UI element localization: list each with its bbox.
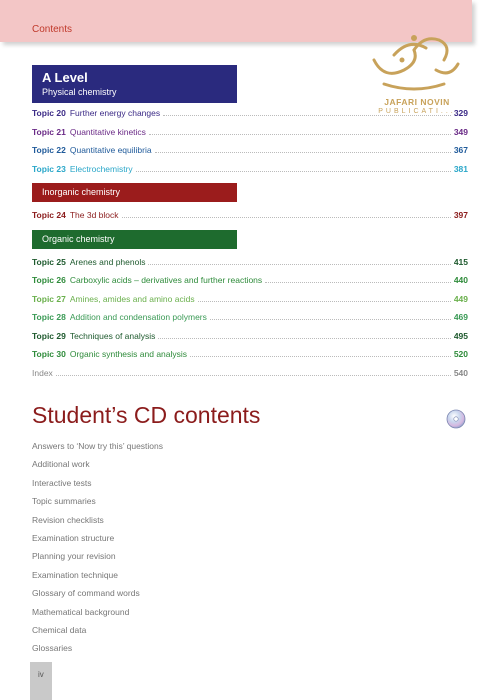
toc-leader-dots bbox=[122, 217, 451, 218]
toc-leader-dots bbox=[136, 171, 451, 172]
cd-list-item[interactable]: Examination structure bbox=[32, 533, 115, 543]
cd-list-item[interactable]: Additional work bbox=[32, 459, 90, 470]
toc-page-number: 449 bbox=[453, 294, 468, 304]
toc-page-number: 440 bbox=[453, 275, 468, 285]
section-label: A Level bbox=[42, 70, 88, 85]
cd-list-item[interactable]: Mathematical background bbox=[32, 606, 130, 617]
toc-entry[interactable] bbox=[32, 106, 468, 118]
page-title: Contents bbox=[32, 24, 73, 35]
toc-topic-number: Topic 21 bbox=[32, 127, 66, 137]
toc-topic-title: The 3d block bbox=[69, 210, 119, 220]
toc-topic-number: Topic 30 bbox=[32, 349, 66, 359]
toc-topic-title: Quantitative equilibria bbox=[69, 145, 152, 155]
toc-leader-dots bbox=[158, 338, 450, 339]
toc-entry[interactable] bbox=[32, 143, 468, 155]
toc-page-number: 520 bbox=[453, 349, 468, 359]
cd-list-item[interactable]: Chemical data bbox=[32, 625, 87, 635]
toc-page-number: 415 bbox=[453, 257, 468, 267]
cd-list-item[interactable]: Answers to ‘Now try this’ questions bbox=[32, 441, 164, 451]
toc-entry[interactable] bbox=[32, 292, 468, 304]
logo-subtitle: PUBLICATI... bbox=[378, 108, 456, 115]
toc-topic-number: Topic 29 bbox=[32, 331, 66, 341]
section-band-a-level bbox=[32, 65, 237, 103]
toc-topic-title: Quantitative kinetics bbox=[69, 127, 146, 137]
toc-page-number: 540 bbox=[453, 368, 468, 378]
toc-topic-title: Carboxylic acids – derivatives and further reactions bbox=[69, 275, 263, 285]
toc-page-number: 495 bbox=[453, 331, 468, 341]
cd-list-item[interactable]: Glossary of command words bbox=[32, 588, 140, 599]
toc-page-number: 349 bbox=[453, 127, 468, 137]
cd-list-item[interactable]: Glossaries bbox=[32, 643, 73, 654]
cd-list-item[interactable]: Interactive tests bbox=[32, 477, 92, 488]
toc-topic-title: Index bbox=[32, 368, 53, 378]
page-tab bbox=[30, 662, 52, 700]
toc-entry[interactable] bbox=[32, 162, 468, 174]
toc-entry[interactable] bbox=[32, 329, 468, 341]
toc-topic-title: Further energy changes bbox=[69, 108, 161, 118]
toc-page-number: 469 bbox=[453, 312, 468, 322]
cd-list-item[interactable]: Planning your revision bbox=[32, 551, 116, 562]
toc-leader-dots bbox=[149, 134, 451, 135]
toc-entry[interactable] bbox=[32, 310, 468, 322]
cd-list-item[interactable]: Examination technique bbox=[32, 569, 119, 580]
toc-page-number: 367 bbox=[453, 145, 468, 155]
toc-topic-title: Electrochemistry bbox=[69, 164, 133, 174]
toc-topic-number: Topic 25 bbox=[32, 257, 66, 267]
toc-leader-dots bbox=[155, 152, 451, 153]
toc-entry[interactable] bbox=[32, 273, 468, 285]
toc-entry[interactable] bbox=[32, 366, 468, 378]
toc-topic-number: Topic 26 bbox=[32, 275, 66, 285]
toc-leader-dots bbox=[265, 282, 451, 283]
toc-entry[interactable] bbox=[32, 255, 468, 267]
toc-leader-dots bbox=[190, 356, 451, 357]
toc-leader-dots bbox=[163, 115, 451, 116]
toc-topic-number: Topic 24 bbox=[32, 210, 66, 220]
toc-entry[interactable] bbox=[32, 347, 468, 359]
page-number: iv bbox=[38, 670, 44, 679]
section-sublabel: Physical chemistry bbox=[42, 87, 117, 97]
section-band-organic: Organic chemistry bbox=[32, 230, 237, 249]
cd-list-item[interactable]: Topic summaries bbox=[32, 496, 96, 507]
toc-topic-title: Techniques of analysis bbox=[69, 331, 156, 341]
logo-name: JAFARI NOVIN bbox=[384, 97, 450, 107]
toc-leader-dots bbox=[148, 264, 450, 265]
toc-page-number: 381 bbox=[453, 164, 468, 174]
toc-topic-number: Topic 22 bbox=[32, 145, 66, 155]
toc-topic-number: Topic 27 bbox=[32, 294, 66, 304]
toc-entry[interactable] bbox=[32, 125, 468, 137]
toc-page-number: 397 bbox=[453, 210, 468, 220]
cd-list-item[interactable]: Revision checklists bbox=[32, 514, 104, 525]
toc-topic-title: Arenes and phenols bbox=[69, 257, 146, 267]
toc-entry[interactable] bbox=[32, 208, 468, 220]
section-band-inorganic: Inorganic chemistry bbox=[32, 183, 237, 202]
logo-emblem-icon bbox=[364, 30, 464, 94]
cd-contents-title: Student’s CD contents bbox=[32, 402, 261, 428]
toc-page-number: 329 bbox=[453, 108, 468, 118]
cd-disc-icon bbox=[446, 409, 466, 429]
toc-topic-title: Amines, amides and amino acids bbox=[69, 294, 195, 304]
toc-topic-number: Topic 20 bbox=[32, 108, 66, 118]
toc-leader-dots bbox=[198, 301, 451, 302]
toc-topic-number: Topic 23 bbox=[32, 164, 66, 174]
toc-leader-dots bbox=[210, 319, 451, 320]
toc-topic-title: Organic synthesis and analysis bbox=[69, 349, 188, 359]
toc-leader-dots bbox=[56, 375, 451, 376]
toc-topic-title: Addition and condensation polymers bbox=[69, 312, 207, 322]
toc-topic-number: Topic 28 bbox=[32, 312, 66, 322]
